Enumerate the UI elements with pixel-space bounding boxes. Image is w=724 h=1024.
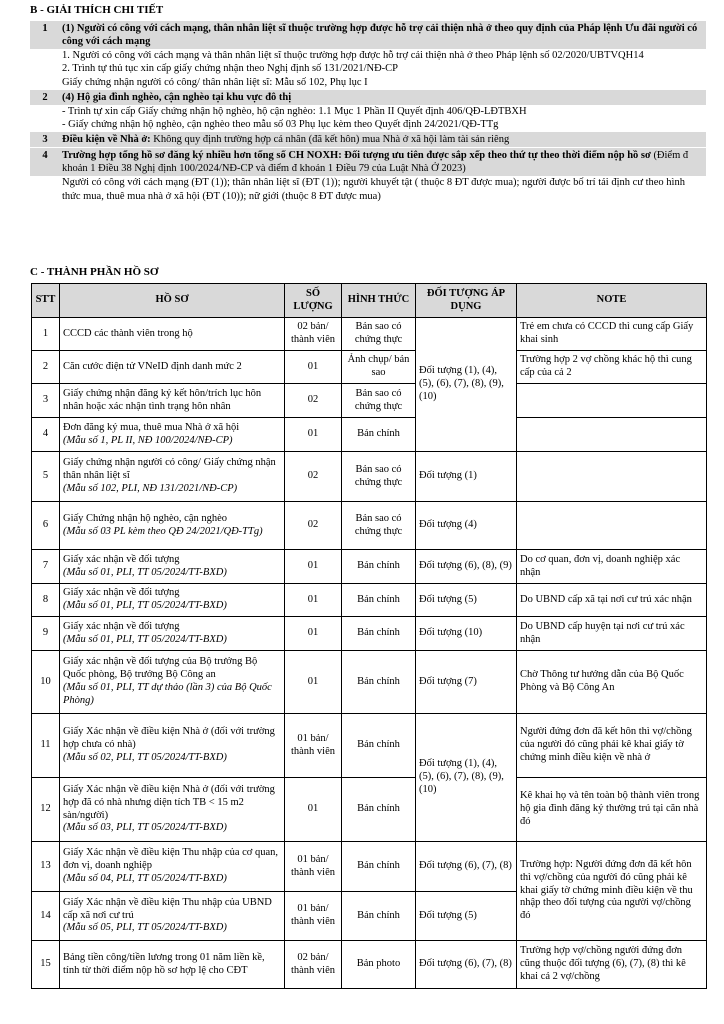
item-title: (4) Hộ gia đình nghèo, cận nghèo tại khu vực đô thị <box>62 91 292 103</box>
cell-hinh-thuc: Bản sao có chứng thực <box>342 452 416 502</box>
doc-form-ref: (Mẫu số 02, PLI, TT 05/2024/TT-BXD) <box>63 751 227 763</box>
header-so-luong: SỐ LƯỢNG <box>285 284 342 318</box>
item-number: 2 <box>42 91 48 103</box>
cell-stt: 3 <box>32 384 60 418</box>
section-b-item-1-header <box>30 21 706 49</box>
section-b-item-2-body <box>30 105 706 131</box>
section-b-item-1-body <box>30 49 706 88</box>
doc-name: Giấy Xác nhận về điều kiện Thu nhập của cơ quan, đơn vị, doanh nghiệp <box>63 847 278 872</box>
cell-so-luong: 01 <box>285 584 342 617</box>
cell-doi-tuong: Đối tượng (4) <box>416 502 517 550</box>
table-row <box>32 550 707 584</box>
doc-form-ref: (Mẫu số 01, PLI, TT 05/2024/TT-BXD) <box>63 633 227 645</box>
section-b-content <box>30 20 706 203</box>
cell-ho-so <box>60 452 285 502</box>
header-stt: STT <box>32 284 60 318</box>
item-title <box>60 132 706 147</box>
table-row <box>32 714 707 778</box>
cell-hinh-thuc: Bản sao có chứng thực <box>342 318 416 351</box>
cell-note: Chờ Thông tư hướng dẫn của Bộ Quốc Phòng và Bộ Công An <box>517 651 707 714</box>
doc-name: Giấy chứng nhận người có công/ Giấy chứng nhận thân nhân liệt sĩ <box>63 457 276 482</box>
item-title-rest: Không quy định trường hợp cá nhân (đã kết hôn) mua Nhà ở xã hội làm tài sản riêng <box>150 134 510 145</box>
header-hinh-thuc: HÌNH THỨC <box>342 284 416 318</box>
doc-form-ref: (Mẫu số 03, PLI, TT 05/2024/TT-BXD) <box>63 822 227 834</box>
item-number: 1 <box>42 23 48 34</box>
cell-stt: 14 <box>32 892 60 941</box>
doc-name: Giấy xác nhận về đối tượng <box>63 553 180 565</box>
cell-doi-tuong: Đối tượng (6), (7), (8) <box>416 941 517 989</box>
cell-doi-tuong-merged: Đối tượng (1), (4), (5), (6), (7), (8), (9), (10) <box>416 318 517 452</box>
cell-note <box>517 384 707 418</box>
table-row <box>32 351 707 384</box>
item-title-rest: (Điểm đ khoản 1 Điều 38 Nghị định 100/2024/NĐ-CP và điểm đ khoản 1 Điều 79 của Luật Nhà Ở 2023) <box>62 150 689 175</box>
cell-hinh-thuc: Bản sao có chứng thực <box>342 384 416 418</box>
cell-note <box>517 502 707 550</box>
cell-stt: 1 <box>32 318 60 351</box>
cell-so-luong: 01 <box>285 778 342 842</box>
item-title: (1) Người có công với cách mạng, thân nhân liệt sĩ thuộc trường hợp được hỗ trợ cải thiện nhà ở theo quy định của Pháp lệnh Ưu đãi người có công với cách mạng <box>62 23 698 48</box>
cell-doi-tuong: Đối tượng (5) <box>416 892 517 941</box>
cell-note: Người đứng đơn đã kết hôn thì vợ/chồng của người đó cũng phải kê khai giấy tờ chứng minh điều kiện về nhà ở <box>517 714 707 778</box>
cell-hinh-thuc: Ảnh chụp/ bản sao <box>342 351 416 384</box>
doc-form-ref: (Mẫu số 102, PLI, NĐ 131/2021/NĐ-CP) <box>63 482 238 494</box>
cell-hinh-thuc: Bản chính <box>342 617 416 651</box>
cell-ho-so <box>60 550 285 584</box>
section-b-item-4-header <box>30 148 706 176</box>
cell-stt: 10 <box>32 651 60 714</box>
table-row <box>32 617 707 651</box>
doc-name: Giấy xác nhận về đối tượng của Bộ trưởng Bộ Quốc phòng, Bộ trưởng Bộ Công an <box>63 656 258 681</box>
doc-form-ref: (Mẫu số 1, PL II, NĐ 100/2024/NĐ-CP) <box>63 434 233 446</box>
section-b-title: B - GIẢI THÍCH CHI TIẾT <box>30 4 164 16</box>
cell-note-merged: Trường hợp: Người đứng đơn đã kết hôn thì vợ/chồng của người đó cũng phải kê khai giấy tờ chứng minh điều kiện về thu nhập theo đối tượng của người vợ/chồng đó <box>517 842 707 941</box>
item-line: 2. Trình tự thủ tục xin cấp giấy chứng nhận theo Nghị định số 131/2021/NĐ-CP <box>62 63 398 75</box>
section-b-item-2-header <box>30 90 706 105</box>
item-line: - Giấy chứng nhận hộ nghèo, cận nghèo theo mẫu số 03 Phụ lục kèm theo Quyết định 24/2021/QĐ-TTg <box>62 118 499 130</box>
cell-stt: 15 <box>32 941 60 989</box>
table-row <box>32 384 707 418</box>
cell-ho-so <box>60 651 285 714</box>
cell-note <box>517 418 707 452</box>
header-ho-so: HỒ SƠ <box>60 284 285 318</box>
section-c-title: C - THÀNH PHẦN HỒ SƠ <box>30 266 159 278</box>
cell-ho-so <box>60 384 285 418</box>
cell-so-luong: 01 bản/ thành viên <box>285 714 342 778</box>
cell-ho-so <box>60 941 285 989</box>
cell-note: Trường hợp vợ/chồng người đứng đơn cũng thuộc đối tượng (6), (7), (8) thì kê khai cả 2 vợ/chồng <box>517 941 707 989</box>
cell-ho-so <box>60 584 285 617</box>
item-title-bold: Trường hợp tổng hồ sơ đăng ký nhiều hơn tổng số CH NOXH: Đối tượng ưu tiên được sắp xếp theo thứ tự theo thời điểm nộp hồ sơ <box>62 150 651 162</box>
doc-form-ref: (Mẫu số 05, PLI, TT 05/2024/TT-BXD) <box>63 922 227 934</box>
item-line: Giấy chứng nhận người có công/ thân nhân liệt sĩ: Mẫu số 102, Phụ lục I <box>62 76 368 88</box>
cell-hinh-thuc: Bản chính <box>342 892 416 941</box>
cell-ho-so <box>60 351 285 384</box>
table-row <box>32 318 707 351</box>
doc-name: Đơn đăng ký mua, thuê mua Nhà ở xã hội <box>63 421 240 433</box>
table-row <box>32 418 707 452</box>
header-doi-tuong: ĐỐI TƯỢNG ÁP DỤNG <box>416 284 517 318</box>
cell-hinh-thuc: Bản chính <box>342 550 416 584</box>
cell-ho-so <box>60 318 285 351</box>
cell-doi-tuong: Đối tượng (10) <box>416 617 517 651</box>
cell-hinh-thuc: Bản chính <box>342 842 416 892</box>
cell-note: Kê khai họ và tên toàn bộ thành viên trong hộ gia đình đăng ký thường trú tại căn nhà đó <box>517 778 707 842</box>
cell-hinh-thuc: Bản chính <box>342 651 416 714</box>
doc-form-ref: (Mẫu số 01, PLI, TT 05/2024/TT-BXD) <box>63 566 227 578</box>
cell-stt: 7 <box>32 550 60 584</box>
cell-ho-so <box>60 502 285 550</box>
cell-hinh-thuc: Bản chính <box>342 778 416 842</box>
cell-so-luong: 02 bản/ thành viên <box>285 941 342 989</box>
doc-name: Giấy Xác nhận về điều kiện Thu nhập của UBND cấp xã nơi cư trú <box>63 896 272 921</box>
doc-name: Giấy Xác nhận về điều kiện Nhà ở (đối với trường hợp chưa có nhà) <box>63 726 275 751</box>
table-row <box>32 842 707 892</box>
doc-name: Giấy chứng nhận đăng ký kết hôn/trích lục hôn nhân hoặc xác nhận tình trạng hôn nhân <box>63 387 262 412</box>
table-row <box>32 452 707 502</box>
section-b-item-3-header <box>30 132 706 147</box>
table-row <box>32 584 707 617</box>
documents-table <box>31 283 707 989</box>
cell-stt: 6 <box>32 502 60 550</box>
item-title-bold: Điều kiện về Nhà ở: <box>62 134 151 145</box>
cell-hinh-thuc: Bản photo <box>342 941 416 989</box>
item-number: 3 <box>42 134 48 145</box>
cell-so-luong: 01 bản/ thành viên <box>285 892 342 941</box>
cell-stt: 2 <box>32 351 60 384</box>
cell-doi-tuong-merged: Đối tượng (1), (4), (5), (6), (7), (8), (9), (10) <box>416 714 517 842</box>
cell-doi-tuong: Đối tượng (1) <box>416 452 517 502</box>
cell-doi-tuong: Đối tượng (5) <box>416 584 517 617</box>
cell-stt: 11 <box>32 714 60 778</box>
cell-ho-so <box>60 418 285 452</box>
doc-name: CCCD các thành viên trong hộ <box>63 327 193 339</box>
cell-ho-so <box>60 892 285 941</box>
cell-hinh-thuc: Bản chính <box>342 714 416 778</box>
cell-stt: 4 <box>32 418 60 452</box>
cell-stt: 13 <box>32 842 60 892</box>
cell-note: Trẻ em chưa có CCCD thì cung cấp Giấy khai sinh <box>517 318 707 351</box>
header-note: NOTE <box>517 284 707 318</box>
cell-doi-tuong: Đối tượng (6), (7), (8) <box>416 842 517 892</box>
cell-so-luong: 01 <box>285 617 342 651</box>
cell-so-luong: 01 <box>285 351 342 384</box>
cell-doi-tuong: Đối tượng (7) <box>416 651 517 714</box>
cell-hinh-thuc: Bản chính <box>342 418 416 452</box>
doc-name: Giấy Chứng nhận hộ nghèo, cận nghèo <box>63 512 228 524</box>
doc-name: Căn cước điện tử VNeID định danh mức 2 <box>63 360 242 372</box>
table-row <box>32 778 707 842</box>
cell-ho-so <box>60 778 285 842</box>
cell-so-luong: 01 <box>285 550 342 584</box>
doc-name: Giấy Xác nhận về điều kiện Nhà ở (đối với trường hợp đã có nhà nhưng diện tích TB < 15 m2 sàn/người) <box>63 783 275 821</box>
cell-so-luong: 01 bản/ thành viên <box>285 842 342 892</box>
cell-hinh-thuc: Bản chính <box>342 584 416 617</box>
table-row <box>32 941 707 989</box>
cell-note: Trường hợp 2 vợ chồng khác hộ thì cung cấp của cả 2 <box>517 351 707 384</box>
cell-so-luong: 02 <box>285 384 342 418</box>
doc-form-ref: (Mẫu số 04, PLI, TT 05/2024/TT-BXD) <box>63 872 227 884</box>
cell-so-luong: 02 bản/ thành viên <box>285 318 342 351</box>
table-row <box>32 502 707 550</box>
item-line: 1. Người có công với cách mạng và thân nhân liệt sĩ thuộc trường hợp được hỗ trợ cải thiện nhà ở theo Pháp lệnh số 02/2020/UBTVQH14 <box>62 50 644 62</box>
item-number: 4 <box>42 150 48 162</box>
doc-form-ref: (Mẫu số 01, PLI, TT 05/2024/TT-BXD) <box>63 600 227 611</box>
cell-hinh-thuc: Bản sao có chứng thực <box>342 502 416 550</box>
table-row <box>32 651 707 714</box>
cell-ho-so <box>60 842 285 892</box>
doc-name: Giấy xác nhận về đối tượng <box>63 587 180 599</box>
cell-stt: 8 <box>32 584 60 617</box>
cell-so-luong: 01 <box>285 651 342 714</box>
cell-note: Do UBND cấp xã tại nơi cư trú xác nhận <box>517 584 707 617</box>
doc-name: Giấy xác nhận về đối tượng <box>63 620 180 632</box>
cell-so-luong: 02 <box>285 502 342 550</box>
item-title <box>60 148 706 176</box>
cell-stt: 12 <box>32 778 60 842</box>
item-line: - Trình tự xin cấp Giấy chứng nhận hộ nghèo, hộ cận nghèo: 1.1 Mục 1 Phần II Quyết định 406/QĐ-LĐTBXH <box>62 105 527 117</box>
cell-stt: 9 <box>32 617 60 651</box>
cell-note: Do cơ quan, đơn vị, doanh nghiệp xác nhận <box>517 550 707 584</box>
item-line: Người có công với cách mạng (ĐT (1)); thân nhân liệt sĩ (ĐT (1)); người khuyết tật ( thuộc 8 ĐT được mua); người được bố trí tái định cư theo hình thức mua, thuê mua nhà ở xã hội (ĐT (10)); nữ giới (thuộc 8 ĐT được mua) <box>62 177 685 202</box>
doc-form-ref: (Mẫu số 01, PLI, TT dự thảo (lần 3) của Bộ Quốc Phòng) <box>63 682 272 706</box>
cell-stt: 5 <box>32 452 60 502</box>
doc-name: Bảng tiền công/tiền lương trong 01 năm liền kề, tính từ thời điểm nộp hồ sơ hợp lệ cho CĐT <box>63 951 265 976</box>
doc-form-ref: (Mẫu số 03 PL kèm theo QĐ 24/2021/QĐ-TTg) <box>63 525 263 537</box>
cell-so-luong: 02 <box>285 452 342 502</box>
section-b-item-4-body <box>30 176 706 202</box>
cell-note <box>517 452 707 502</box>
cell-so-luong: 01 <box>285 418 342 452</box>
cell-doi-tuong: Đối tượng (6), (8), (9) <box>416 550 517 584</box>
cell-note: Do UBND cấp huyện tại nơi cư trú xác nhận <box>517 617 707 651</box>
cell-ho-so <box>60 617 285 651</box>
cell-ho-so <box>60 714 285 778</box>
table-header-row <box>32 284 707 318</box>
